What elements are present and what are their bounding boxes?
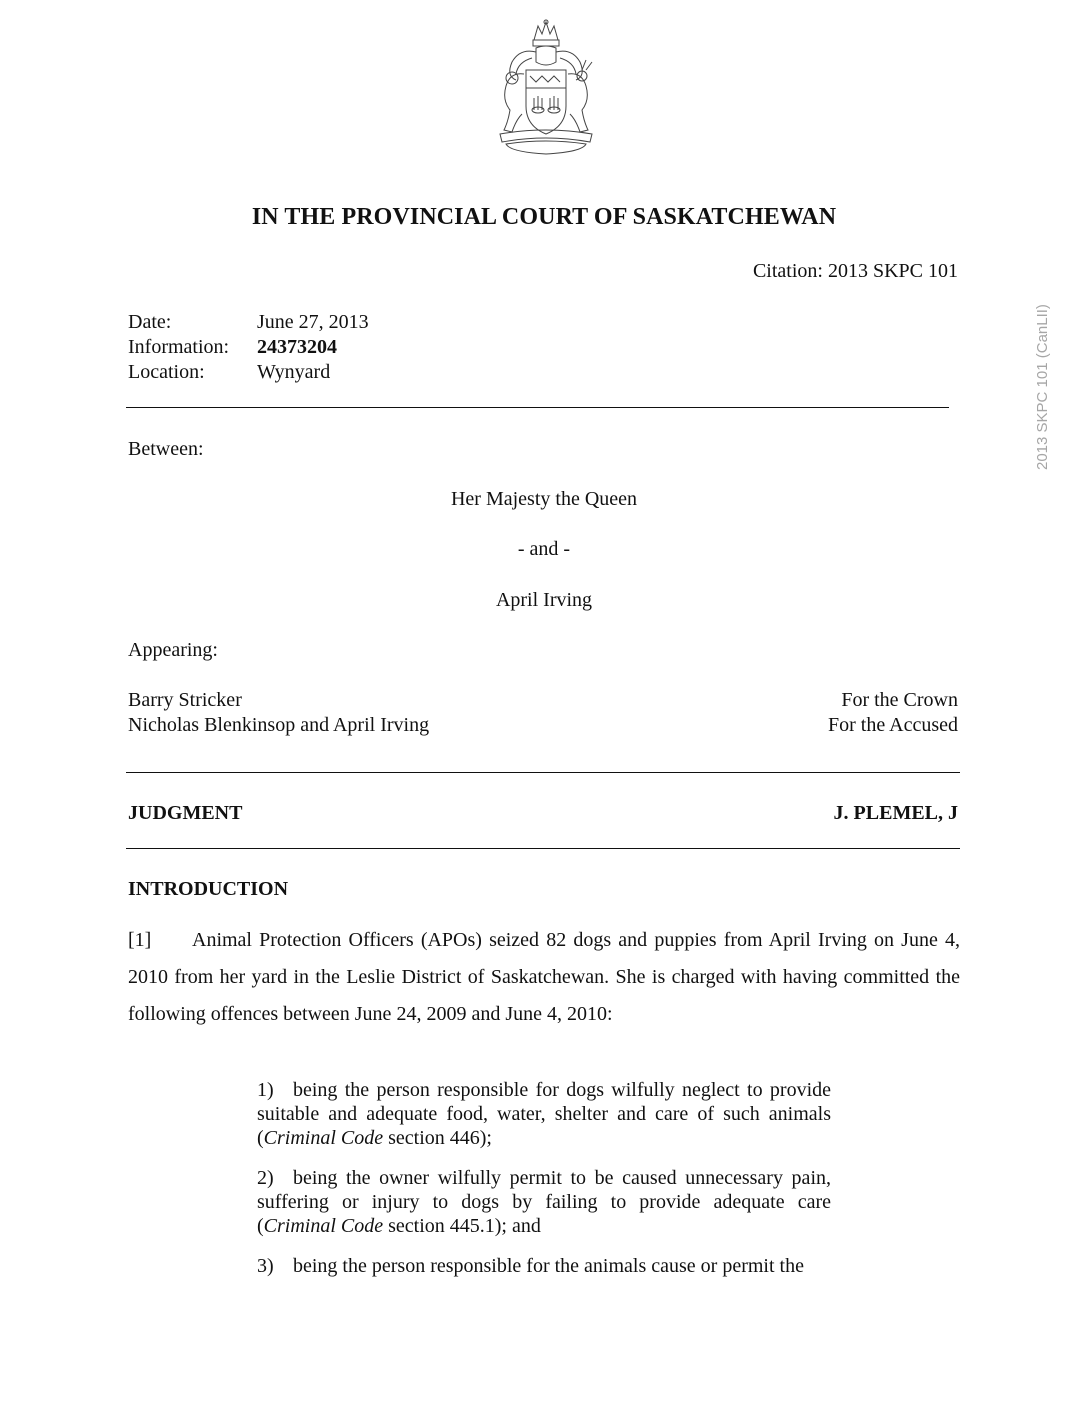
- paragraph-number: [1]: [128, 929, 152, 951]
- section-heading: INTRODUCTION: [128, 878, 289, 900]
- information-value: 24373204: [257, 336, 337, 358]
- date-label: Date:: [128, 311, 172, 333]
- divider-rule: [126, 772, 960, 773]
- counsel-role: For the Accused: [828, 714, 958, 736]
- court-crest-logo: [486, 18, 606, 156]
- between-label: Between:: [128, 438, 204, 460]
- date-value: June 27, 2013: [257, 311, 369, 333]
- counsel-role: For the Crown: [841, 689, 958, 711]
- location-label: Location:: [128, 361, 205, 383]
- statute-name: Criminal Code: [263, 1215, 384, 1237]
- and-separator: - and -: [517, 538, 571, 560]
- defendant-name: April Irving: [495, 589, 593, 611]
- counsel-name: Barry Stricker: [128, 689, 242, 711]
- location-value: Wynyard: [257, 361, 331, 383]
- citation: Citation: 2013 SKPC 101: [752, 260, 958, 282]
- counsel-name: Nicholas Blenkinsop and April Irving: [128, 714, 430, 736]
- appearing-label: Appearing:: [128, 639, 218, 661]
- paragraph-1: [128, 922, 960, 1033]
- judge-name: J. PLEMEL, J: [833, 802, 958, 824]
- canlii-side-stamp: 2013 SKPC 101 (CanLII): [1034, 304, 1051, 470]
- charge-item-1: 1) being the person responsible for dogs wilfully neglect to provide suitable and adequate food, water, shelter and care of such animals (Criminal Code section 446);: [257, 1079, 831, 1149]
- court-title: IN THE PROVINCIAL COURT OF SASKATCHEWAN: [251, 204, 837, 230]
- information-label: Information:: [128, 336, 230, 358]
- plaintiff-name: Her Majesty the Queen: [450, 488, 638, 510]
- paragraph-text: Animal Protection Officers (APOs) seized 82 dogs and puppies from April Irving on June 4, 2010 from her yard in the Leslie District of Saskatchewan. She is charged with having committed the following offences between June 24, 2009 and June 4, 2010:: [128, 929, 960, 1025]
- statute-name: Criminal Code: [263, 1127, 384, 1149]
- divider-rule: [126, 407, 949, 408]
- charge-item-3: 3) being the person responsible for the animals cause or permit the: [257, 1255, 804, 1277]
- charge-item-2: 2) being the owner wilfully permit to be caused unnecessary pain, suffering or injury to dogs by failing to provide adequate care (Criminal Code section 445.1); and: [257, 1167, 831, 1237]
- charge-number: 3): [257, 1255, 274, 1277]
- charge-number: 1): [257, 1079, 274, 1101]
- charge-number: 2): [257, 1167, 274, 1189]
- divider-rule: [126, 848, 960, 849]
- judgment-heading: JUDGMENT: [128, 802, 243, 824]
